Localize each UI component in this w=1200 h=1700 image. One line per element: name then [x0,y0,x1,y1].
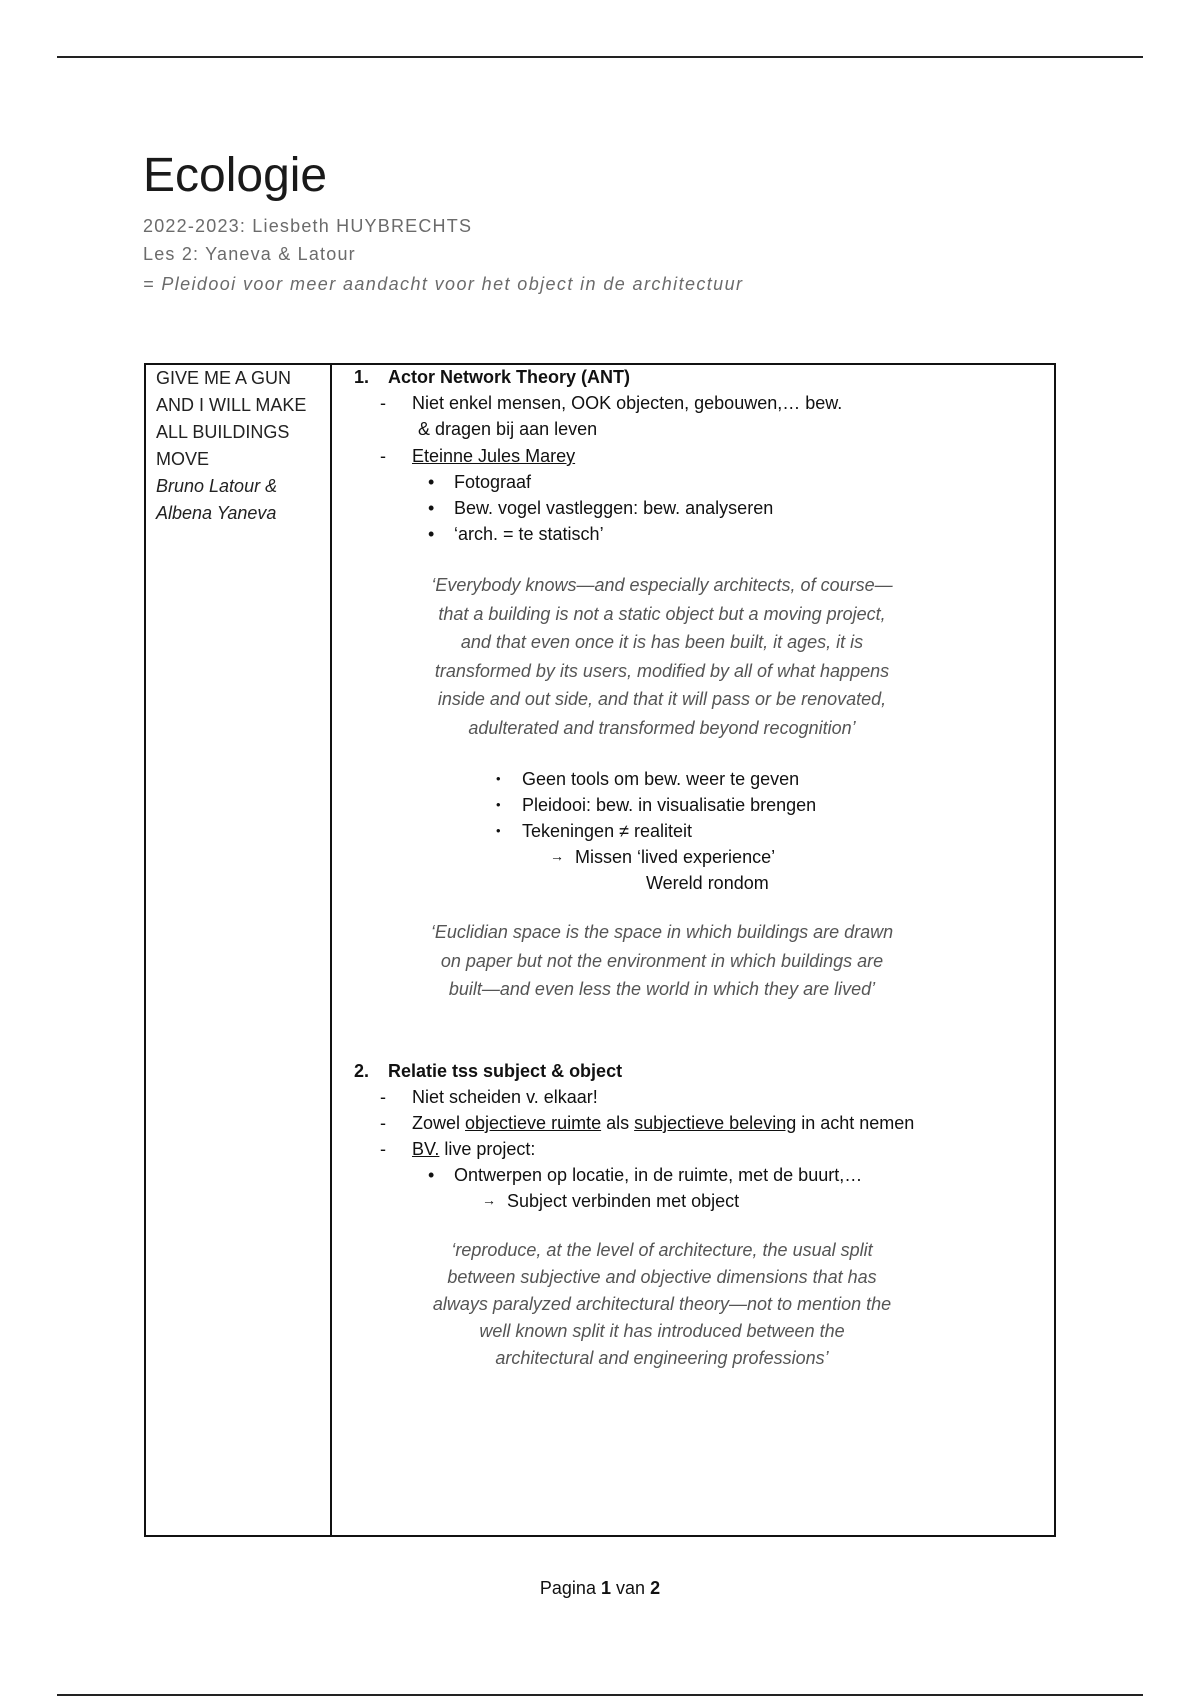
footer-label: Pagina [539,1578,596,1598]
section1-arrow-line2: Wereld rondom [646,873,769,893]
section1-item1-line1: Niet enkel mensen, OOK objecten, gebouwen,… bew. [412,393,843,413]
arrow-icon: → [482,1192,496,1208]
bullet-marker: • [428,1165,435,1185]
section1-small-bullet: Geen tools om bew. weer te geven [522,769,800,789]
item3-bv: BV. [412,1139,440,1159]
quote-line: inside and out side, and that it will pass or be renovated, [437,689,887,709]
quote-line: always paralyzed architectural theory—not to mention the [432,1294,892,1314]
section1-number: 1. [354,367,370,387]
dash-marker: - [380,1139,386,1159]
section2-item1: Niet scheiden v. elkaar! [412,1087,598,1107]
quote-block [402,571,922,742]
section2-heading: Relatie tss subject & object [388,1061,623,1081]
sidebar-line: ALL BUILDINGS [156,422,290,442]
section1-heading: Actor Network Theory (ANT) [388,367,631,387]
quote-line: that a building is not a static object but a moving project, [438,603,886,624]
section2-item3 [412,1137,535,1161]
section1-bullet: Bew. vogel vastleggen: bew. analyseren [454,498,774,518]
sidebar-author: Bruno Latour & [156,476,278,496]
sidebar-line: MOVE [156,449,210,469]
section1-item2: Eteinne Jules Marey [412,446,576,466]
sidebar-cell [156,365,326,527]
quote-line: built—and even less the world in which they are lived’ [448,979,876,999]
item3-post: live project: [439,1139,536,1159]
section1-item1-line2: & dragen bij aan leven [418,419,598,439]
section2-bullet: Ontwerpen op locatie, in de ruimte, met de buurt,… [454,1165,863,1185]
section1-arrow-line1: Missen ‘lived experience’ [575,847,776,867]
dash-marker: - [380,393,386,413]
thesis-line: = Pleidooi voor meer aandacht voor het object in de architectuur [143,274,744,294]
item2-pre: Zowel [412,1113,466,1133]
bullet-marker: • [428,524,435,544]
course-line: 2022-2023: Liesbeth HUYBRECHTS [143,216,473,236]
bottom-rule [57,1694,1143,1696]
section1-bullet: Fotograaf [454,472,532,492]
quote-line: well known split it has introduced between the [479,1321,845,1341]
footer-total-pages: 2 [650,1578,661,1598]
small-bullet-marker: • [496,823,501,838]
small-bullet-marker: • [496,797,501,812]
item2-mid: als [601,1113,635,1133]
quote-line: and that even once it is has been built, it ages, it is [460,632,864,652]
item2-subjective: subjectieve beleving [634,1113,797,1133]
bullet-marker: • [428,498,435,518]
section1-bullet: ‘arch. = te statisch’ [454,524,604,544]
sidebar-author: Albena Yaneva [156,503,277,523]
quote-line: between subjective and objective dimensions that has [447,1267,877,1287]
sidebar-line: AND I WILL MAKE [156,395,307,415]
dash-marker: - [380,1113,386,1133]
dash-marker: - [380,1087,386,1107]
sidebar-line: GIVE ME A GUN [156,368,292,388]
item2-objective: objectieve ruimte [465,1113,602,1133]
small-bullet-marker: • [496,771,501,786]
top-rule [57,56,1143,58]
notes-table [144,363,1056,1537]
footer-of: van [616,1578,646,1598]
quote-line: on paper but not the environment in which buildings are [440,950,884,971]
section1-small-bullet: Pleidooi: bew. in visualisatie brengen [522,795,817,815]
quote-line: architectural and engineering professions’ [495,1348,829,1368]
content-cell [332,365,1054,1535]
page-title: Ecologie [143,149,328,202]
item2-post: in acht nemen [796,1113,915,1133]
section1-small-bullet: Tekeningen ≠ realiteit [522,821,692,841]
footer-page-number: 1 [600,1578,611,1598]
lesson-line: Les 2: Yaneva & Latour [143,244,356,264]
quote-line: adulterated and transformed beyond recognition’ [468,717,856,738]
quote-line: ‘reproduce, at the level of architecture, the usual split [451,1240,873,1260]
quote-line: ‘Euclidian space is the space in which buildings are drawn [430,922,894,942]
section2-item2 [412,1111,914,1135]
quote-line: transformed by its users, modified by all of what happens [434,660,890,681]
quote-block [402,1237,922,1372]
quote-line: ‘Everybody knows—and especially architects, of course— [431,575,893,595]
section2-number: 2. [354,1061,370,1081]
page-footer [0,1578,1200,1599]
quote-block [402,918,922,1004]
section2-arrow-line: Subject verbinden met object [507,1191,740,1211]
arrow-icon: → [550,848,564,864]
dash-marker: - [380,446,386,466]
bullet-marker: • [428,472,435,492]
